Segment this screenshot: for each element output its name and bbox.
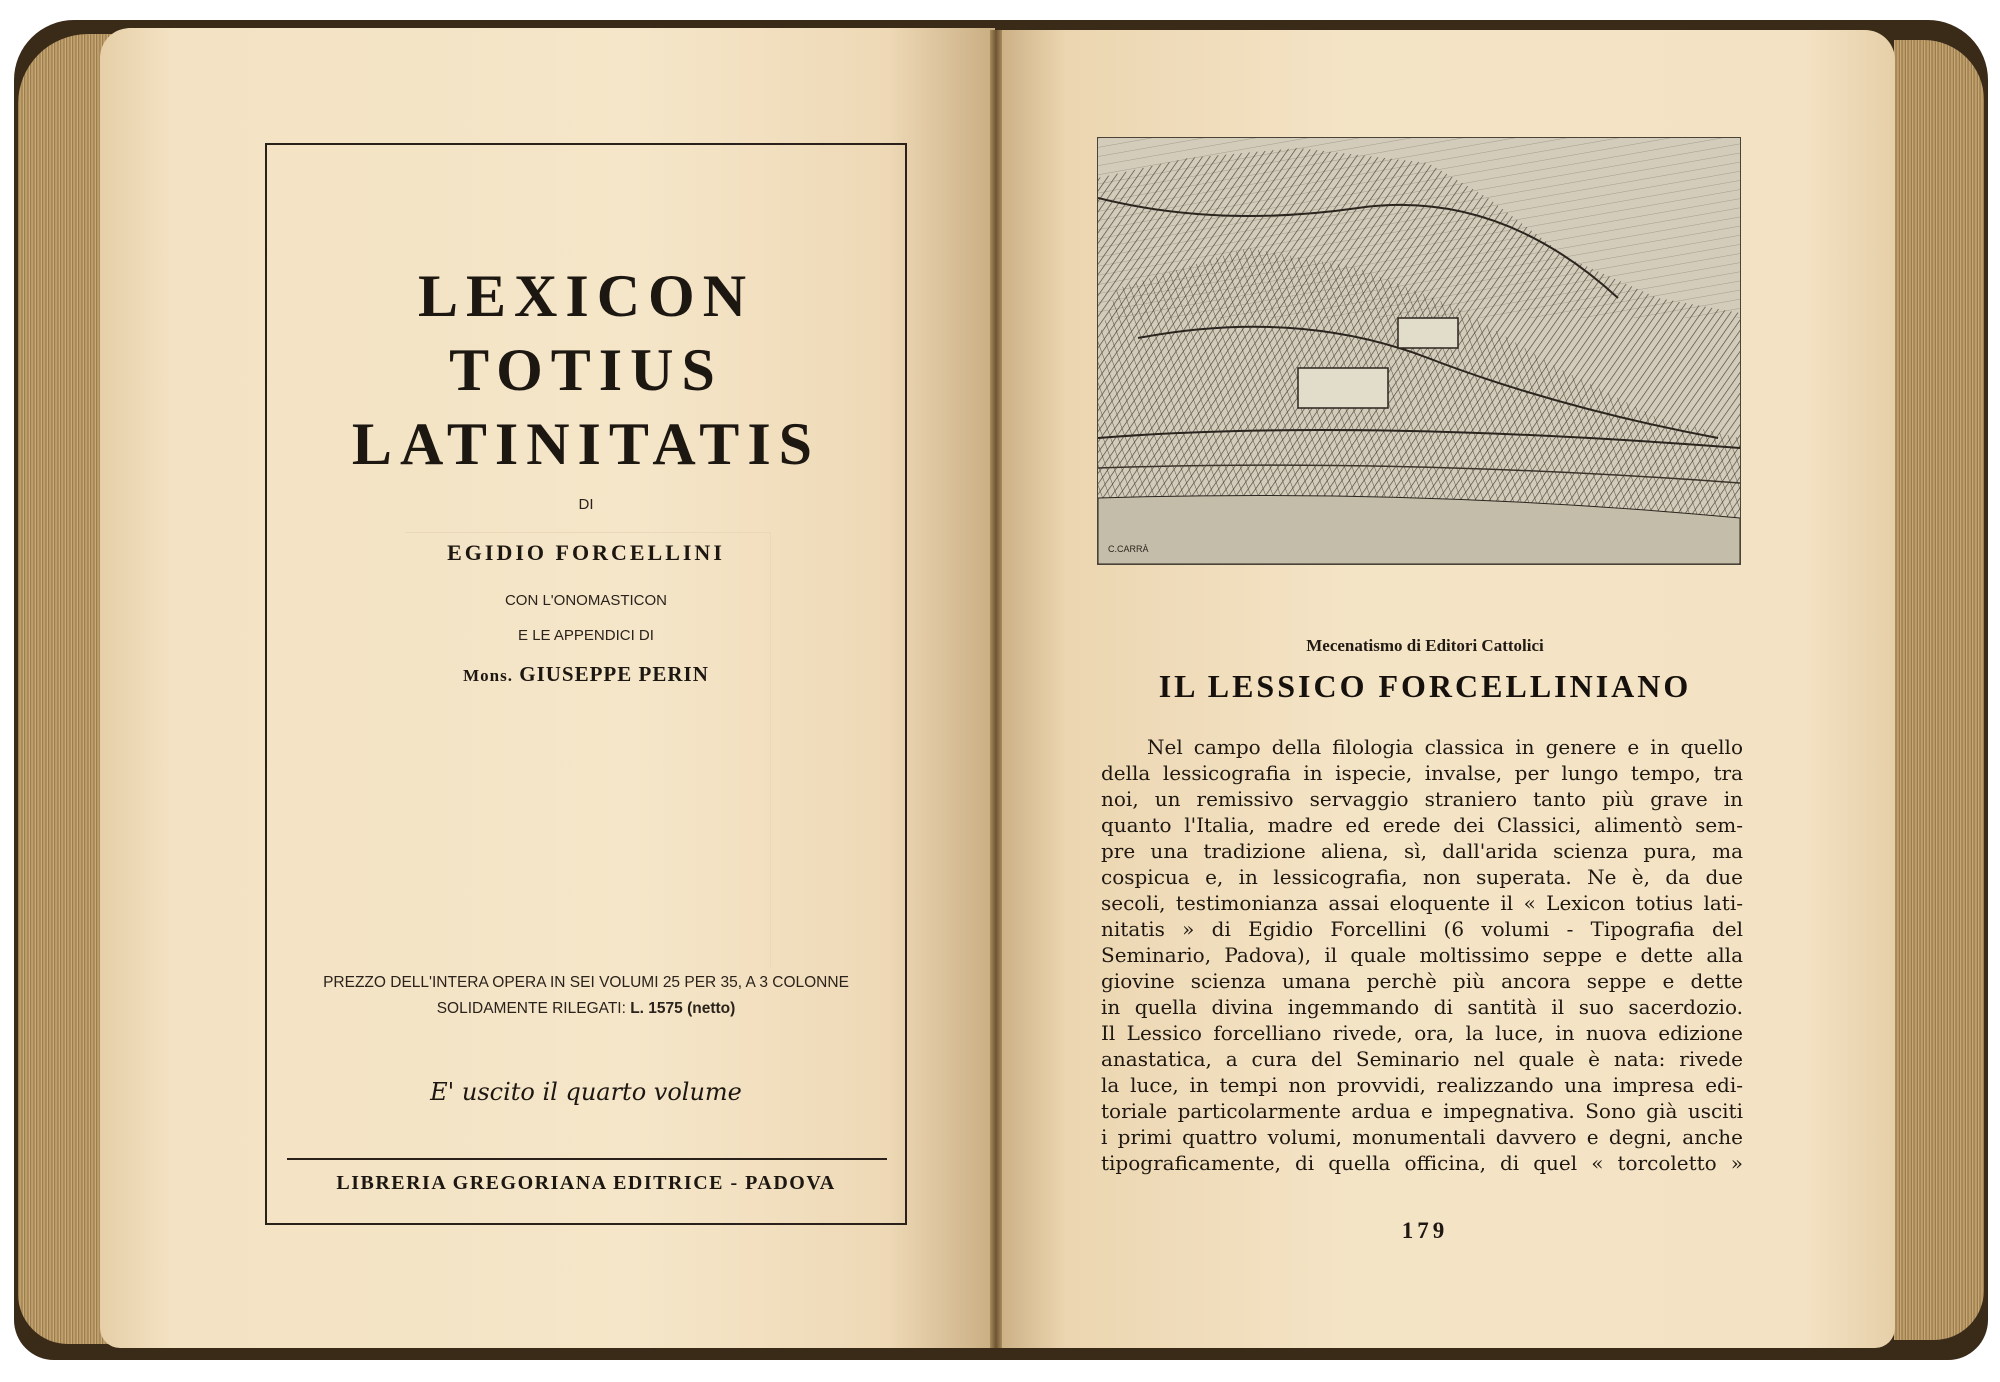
editor-name: GIUSEPPE PERIN xyxy=(519,662,709,686)
body-line: Seminario, Padova), il quale moltissimo seppe e dette alla xyxy=(1101,943,1743,967)
body-line: tipograficamente, di quella officina, di quel « torcoletto » xyxy=(1101,1151,1743,1175)
announcement-text: E' uscito il quarto volume xyxy=(430,1078,742,1106)
appendici-line: E LE APPENDICI DI xyxy=(518,627,654,644)
body-line: giovine scienza umana perchè più ancora seppe e dette xyxy=(1101,969,1743,993)
price-line-2 xyxy=(265,1000,907,1018)
right-page-edges xyxy=(1894,40,1984,1340)
body-line: noi, un remissivo servaggio straniero tanto più grave in xyxy=(1101,787,1743,811)
landscape-illustration xyxy=(1097,137,1741,565)
body-line: in quella divina ingemmando di santità il suo sacerdozio. xyxy=(1101,995,1743,1019)
article-headline: IL LESSICO FORCELLINIANO xyxy=(1158,668,1692,704)
body-line: secoli, testimonianza assai eloquente il « Lexicon totius lati- xyxy=(1101,891,1743,915)
body-line: la luce, in tempi non provvidi, realizzando una impresa edi- xyxy=(1101,1073,1743,1097)
illustration-signature: C.CARRÀ xyxy=(1108,544,1149,554)
body-line: cospicua e, in lessicografia, non superata. Ne è, da due xyxy=(1101,865,1743,889)
body-line: nitatis » di Egidio Forcellini (6 volumi - Tipografia del xyxy=(1101,917,1743,941)
body-line: della lessicografia in ispecie, invalse, per lungo tempo, tra xyxy=(1101,761,1743,785)
body-line: i primi quattro volumi, monumentali davvero e degni, anche xyxy=(1101,1125,1743,1149)
publisher-rule xyxy=(287,1158,887,1160)
price-value: L. 1575 (netto) xyxy=(630,1000,736,1017)
title-line-latinitatis: LATINITATIS xyxy=(351,411,821,477)
body-line: toriale particolarmente ardua e impegnativa. Sono già usciti xyxy=(1101,1099,1743,1123)
editor-credit xyxy=(265,662,907,687)
body-line: anastatica, a cura del Seminario nel quale è nata: rivede xyxy=(1101,1047,1743,1071)
editor-prefix: Mons. xyxy=(463,666,513,685)
book-gutter xyxy=(990,30,1002,1348)
body-line: pre una tradizione aliena, sì, dall'arida scienza pura, ma xyxy=(1101,839,1743,863)
author-name: EGIDIO FORCELLINI xyxy=(447,540,725,565)
page-number: 179 xyxy=(1401,1218,1449,1243)
onomasticon-line: CON L'ONOMASTICON xyxy=(504,592,668,609)
body-line: Nel campo della filologia classica in genere e in quello xyxy=(1147,735,1743,759)
publisher-name: LIBRERIA GREGORIANA EDITRICE - PADOVA xyxy=(336,1172,836,1194)
title-line-totius: TOTIUS xyxy=(449,337,723,403)
mountain-etching xyxy=(1098,138,1740,564)
price-line-1: PREZZO DELL'INTERA OPERA IN SEI VOLUMI 25 PER 35, A 3 COLONNE xyxy=(323,974,849,991)
body-line: Il Lessico forcelliano rivede, ora, la luce, in nuova edizione xyxy=(1101,1021,1743,1045)
di-label: DI xyxy=(578,496,594,513)
price-label: SOLIDAMENTE RILEGATI: xyxy=(436,1000,626,1017)
body-line: quanto l'Italia, madre ed erede dei Classici, alimentò sem- xyxy=(1101,813,1743,837)
article-kicker: Mecenatismo di Editori Cattolici xyxy=(1306,636,1544,655)
title-line-lexicon: LEXICON xyxy=(417,263,755,329)
